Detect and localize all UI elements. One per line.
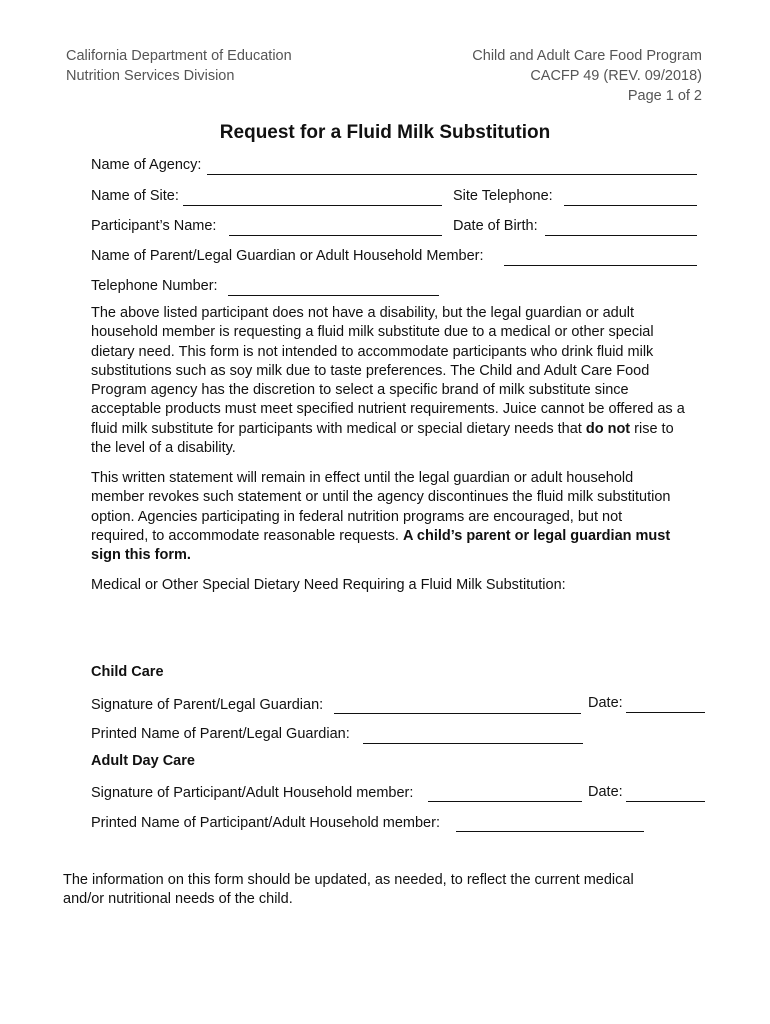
disclaimer-paragraph: The above listed participant does not have a disability, but the legal guardian or adult household member is requesting a fluid milk substitute due to a medical or other special dietary need. This form is not intended to accommodate participants who drink fluid milk substitutions such as soy milk due to taste preferences. The Child and Adult Care Food Program agency has the discretion to select a specific brand of milk substitute since acceptable products must meet specified nutrient requirements. Juice cannot be offered as a fluid milk substitute for participants with medical or special dietary needs that do not rise to the level of a disability. [91, 305, 685, 457]
agency-name-field[interactable] [207, 174, 697, 175]
participant-signature-field[interactable] [428, 801, 582, 802]
page-number: Page 1 of 2 [627, 88, 702, 104]
site-name-field[interactable] [183, 205, 442, 206]
medical-need-label: Medical or Other Special Dietary Need Requiring a Fluid Milk Substitution: [91, 577, 566, 593]
statement-paragraph: This written statement will remain in effect until the legal guardian or adult household member revokes such statement or until the agency discontinues the fluid milk substitution option. Agencies participating in federal nutrition programs are encouraged, but not required, to accommodate reasonable requests. A child’s parent or legal guardian must sign this form. [91, 470, 671, 564]
adult-care-date-field[interactable] [626, 801, 705, 802]
telephone-number-label: Telephone Number: [91, 278, 218, 294]
participant-name-field[interactable] [229, 235, 442, 236]
agency-name-label: Name of Agency: [91, 157, 202, 173]
guardian-name-field[interactable] [504, 265, 697, 266]
participant-name-label: Participant’s Name: [91, 218, 217, 234]
program-name: Child and Adult Care Food Program [472, 48, 702, 64]
header-right [472, 46, 702, 106]
header-left [66, 46, 292, 86]
participant-printed-name-label: Printed Name of Participant/Adult Household member: [91, 815, 440, 831]
parent-printed-name-field[interactable] [363, 743, 583, 744]
site-name-label: Name of Site: [91, 188, 179, 204]
child-care-date-field[interactable] [626, 712, 705, 713]
date-of-birth-field[interactable] [545, 235, 697, 236]
site-telephone-label: Site Telephone: [453, 188, 553, 204]
guardian-name-label: Name of Parent/Legal Guardian or Adult Household Member: [91, 248, 484, 264]
adult-day-care-heading: Adult Day Care [91, 753, 195, 769]
emphasis-do-not: do not [585, 420, 631, 437]
division-name: Nutrition Services Division [66, 68, 235, 84]
signature-requirement: A child’s parent or legal guardian must sign this form. [91, 527, 671, 564]
telephone-number-field[interactable] [228, 295, 439, 296]
child-care-heading: Child Care [91, 664, 164, 680]
participant-printed-name-field[interactable] [456, 831, 644, 832]
parent-printed-name-label: Printed Name of Parent/Legal Guardian: [91, 726, 350, 742]
site-telephone-field[interactable] [564, 205, 697, 206]
medical-need-field[interactable] [91, 598, 697, 648]
parent-signature-field[interactable] [334, 713, 581, 714]
department-name: California Department of Education [66, 48, 292, 64]
form-number: CACFP 49 (REV. 09/2018) [530, 68, 702, 84]
date-of-birth-label: Date of Birth: [453, 218, 538, 234]
footer-note: The information on this form should be updated, as needed, to reflect the current medical and/or nutritional needs of the child. [63, 872, 634, 908]
child-care-date-label: Date: [588, 695, 623, 711]
adult-care-date-label: Date: [588, 784, 623, 800]
parent-signature-label: Signature of Parent/Legal Guardian: [91, 697, 324, 713]
form-title: Request for a Fluid Milk Substitution [219, 122, 551, 143]
participant-signature-label: Signature of Participant/Adult Household member: [91, 785, 414, 801]
